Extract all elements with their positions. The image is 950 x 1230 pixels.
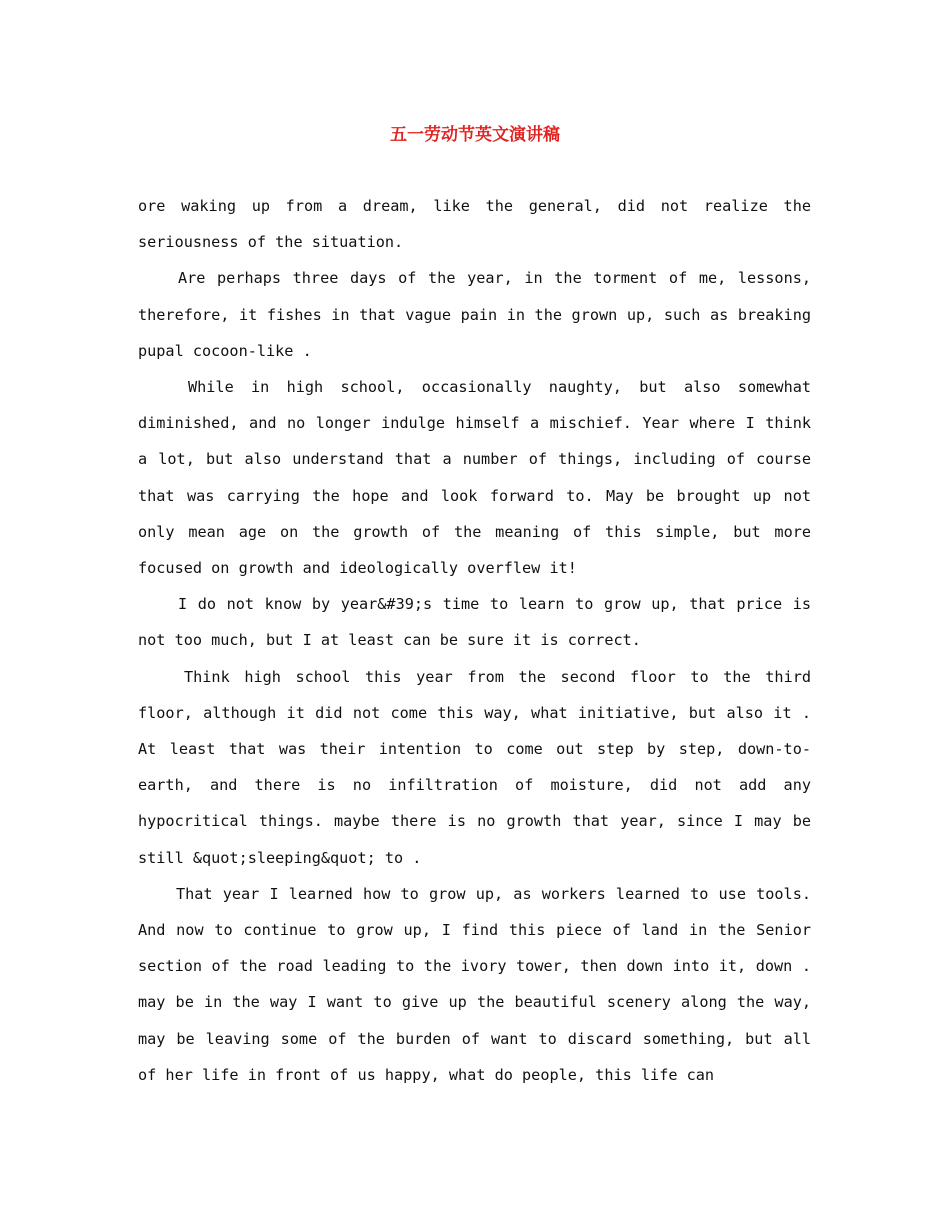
document-body xyxy=(138,188,811,1093)
paragraph: I do not know by year&#39;s time to learn to grow up, that price is not too much, but I at least can be sure it is correct. xyxy=(138,595,811,650)
page-title: 五一劳动节英文演讲稿 xyxy=(390,125,560,145)
paragraph: Are perhaps three days of the year, in the torment of me, lessons, therefore, it fishes in that vague pain in the grown up, such as breaking pupal cocoon-like . xyxy=(138,269,811,360)
paragraph: That year I learned how to grow up, as workers learned to use tools. And now to continue to grow up, I find this piece of land in the Senior section of the road leading to the ivory tower, then down into it, down . may be in the way I want to give up the beautiful scenery along the way, may be leaving some of the burden of want to discard something, but all of her life in front of us happy, what do people, this life can xyxy=(138,884,811,1084)
paragraph: ore waking up from a dream, like the general, did not realize the seriousness of the situation. xyxy=(138,197,811,252)
paragraph: Think high school this year from the second floor to the third floor, although it did not come this way, what initiative, but also it . At least that was their intention to come out step by step, down-to-earth, and there is no infiltration of moisture, did not add any hypocritical things. maybe there is no growth that year, since I may be still &quot;sleeping&quot; to . xyxy=(138,667,811,867)
paragraph: While in high school, occasionally naughty, but also somewhat diminished, and no longer indulge himself a mischief. Year where I think a lot, but also understand that a number of things, including of course that was carrying the hope and look forward to. May be brought up not only mean age on the growth of the meaning of this simple, but more focused on growth and ideologically overflew it! xyxy=(138,378,811,578)
